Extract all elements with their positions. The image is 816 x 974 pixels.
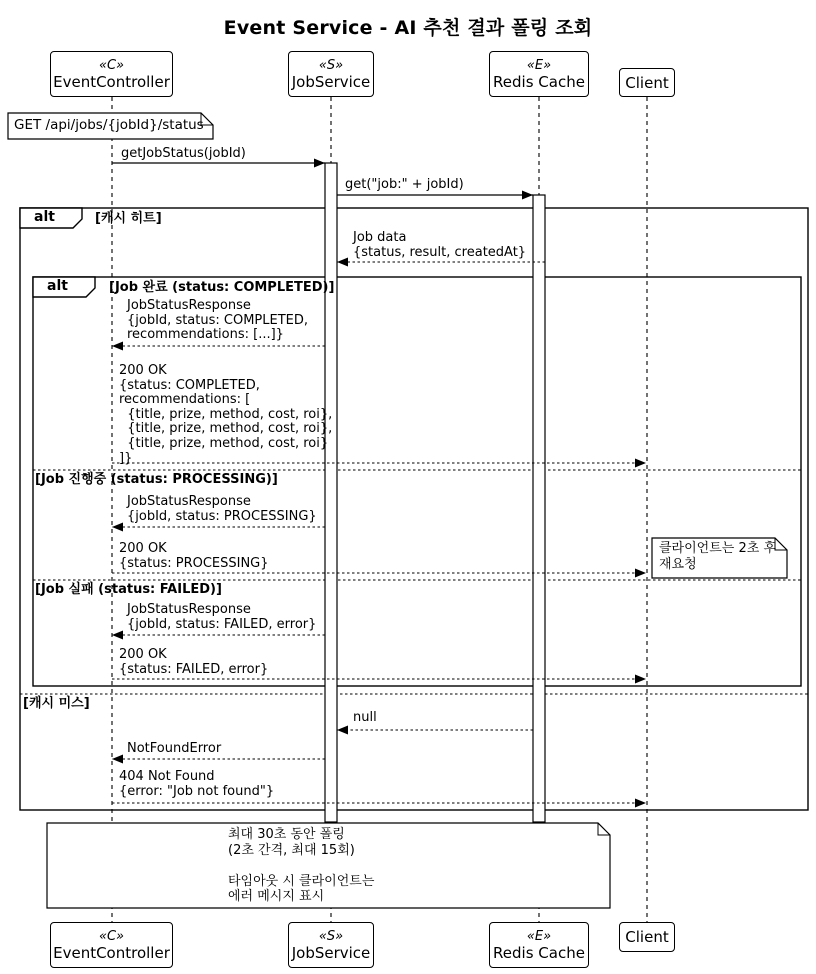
note-2-text-line: 에러 메시지 표시 — [228, 889, 325, 904]
message-8-label-line: 200 OK — [119, 647, 167, 662]
alt-divider-2-label: [캐시 미스] — [23, 696, 90, 711]
participant-stereotype: «C» — [98, 57, 125, 73]
note-2-text-line: 최대 30초 동안 폴링 — [228, 827, 345, 842]
note-1-text-line: 클라이언트는 2초 후 — [659, 541, 776, 556]
participant-client-top — [619, 68, 675, 97]
note-0-text-line: GET /api/jobs/{jobId}/status — [14, 117, 204, 133]
message-10-label — [127, 742, 221, 757]
message-11-label — [119, 770, 274, 799]
note-2-text-line: 타임아웃 시 클라이언트는 — [228, 873, 375, 889]
message-4-label-line: {title, prize, method, cost, roi} — [119, 435, 329, 451]
message-2-label-line: Job data — [353, 230, 407, 245]
participant-name: JobService — [291, 72, 371, 91]
participant-jobservice-bot — [288, 922, 374, 968]
participant-client-bot — [619, 922, 675, 952]
participant-eventcontroller-bot — [50, 922, 173, 968]
message-4-label-line: 200 OK — [119, 363, 167, 378]
message-7-label — [127, 603, 316, 632]
message-11-arrowhead-icon — [635, 799, 646, 808]
participant-stereotype: «S» — [318, 57, 344, 73]
message-7-arrowhead-icon — [112, 631, 123, 640]
participant-redis-cache-top — [489, 51, 589, 97]
participant-name: EventController — [53, 72, 170, 91]
message-5-arrowhead-icon — [112, 523, 123, 532]
alt-divider-0-label: [Job 진행중 (status: PROCESSING)] — [35, 472, 278, 487]
message-8-label-line: {status: FAILED, error} — [119, 661, 269, 677]
participant-name: JobService — [291, 943, 371, 962]
participant-stereotype: «S» — [318, 928, 344, 944]
activation-jobservice — [325, 163, 337, 822]
message-2-label — [353, 231, 526, 260]
message-6-label-line: {status: PROCESSING} — [119, 555, 269, 571]
participant-eventcontroller-top — [50, 51, 173, 97]
alt-frame-1-label: alt — [47, 278, 68, 294]
message-4-label-line: {title, prize, method, cost, roi}, — [119, 406, 333, 422]
participant-name: Redis Cache — [493, 943, 585, 962]
activation-redis-cache — [533, 195, 545, 822]
message-11-label-line: {error: "Job not found"} — [119, 783, 275, 799]
message-5-label — [127, 495, 317, 524]
participant-stereotype: «C» — [98, 928, 125, 944]
alt-frame-0-label: alt — [34, 209, 55, 225]
message-4-label-line: ]} — [119, 450, 133, 466]
participant-stereotype: «E» — [526, 928, 552, 944]
message-2-label-line: {status, result, createdAt} — [353, 244, 527, 260]
message-0-label — [121, 147, 246, 162]
note-0-text — [14, 117, 204, 134]
message-10-arrowhead-icon — [112, 755, 123, 764]
message-6-label — [119, 542, 269, 571]
message-5-label-line: JobStatusResponse — [127, 494, 251, 509]
message-4-label-line: recommendations: [ — [119, 392, 251, 408]
message-7-label-line: JobStatusResponse — [127, 602, 251, 617]
message-3-label-line: recommendations: [...]} — [127, 327, 284, 343]
message-2-arrowhead-icon — [337, 258, 348, 267]
message-4-arrowhead-icon — [635, 459, 646, 468]
note-2-text-line — [228, 858, 374, 874]
participant-redis-cache-bot — [489, 922, 589, 968]
message-9-label — [353, 711, 377, 726]
alt-frame-1-condition: [Job 완료 (status: COMPLETED)] — [109, 280, 335, 295]
participant-name: Redis Cache — [493, 72, 585, 91]
message-10-label-line: NotFoundError — [127, 741, 222, 756]
message-0-label-line: getJobStatus(jobId) — [121, 146, 246, 161]
message-1-label-line: get("job:" + jobId) — [345, 177, 464, 192]
message-3-label — [127, 299, 308, 343]
participant-stereotype: «E» — [526, 57, 552, 73]
note-1-text — [659, 541, 776, 573]
diagram-title: Event Service - AI 추천 결과 폴링 조회 — [223, 17, 593, 39]
message-6-label-line: 200 OK — [119, 541, 167, 556]
message-1-arrowhead-icon — [522, 191, 533, 200]
message-4-label — [119, 364, 332, 466]
participant-name: Client — [625, 928, 669, 946]
note-1-text-line: 재요청 — [659, 557, 697, 572]
message-9-arrowhead-icon — [337, 726, 348, 735]
message-3-label-line: JobStatusResponse — [127, 298, 251, 313]
message-6-arrowhead-icon — [635, 569, 646, 578]
message-3-arrowhead-icon — [112, 342, 123, 351]
alt-divider-1-label: [Job 실패 (status: FAILED)] — [35, 582, 222, 597]
message-4-label-line: {title, prize, method, cost, roi}, — [119, 421, 333, 437]
participant-name: EventController — [53, 943, 170, 962]
message-11-label-line: 404 Not Found — [119, 769, 215, 784]
note-2-text-line: (2초 간격, 최대 15회) — [228, 842, 355, 858]
message-0-arrowhead-icon — [314, 159, 325, 168]
note-2-text — [228, 827, 374, 905]
message-1-label — [345, 178, 464, 193]
message-4-label-line: {status: COMPLETED, — [119, 377, 260, 393]
message-8-label — [119, 648, 268, 677]
message-3-label-line: {jobId, status: COMPLETED, — [127, 312, 309, 328]
participant-name: Client — [625, 73, 669, 92]
message-5-label-line: {jobId, status: PROCESSING} — [127, 508, 317, 524]
alt-frame-0-condition: [캐시 히트] — [95, 211, 162, 226]
message-9-label-line: null — [353, 710, 377, 725]
message-8-arrowhead-icon — [635, 675, 646, 684]
message-7-label-line: {jobId, status: FAILED, error} — [127, 616, 317, 632]
participant-jobservice-top — [288, 51, 374, 97]
